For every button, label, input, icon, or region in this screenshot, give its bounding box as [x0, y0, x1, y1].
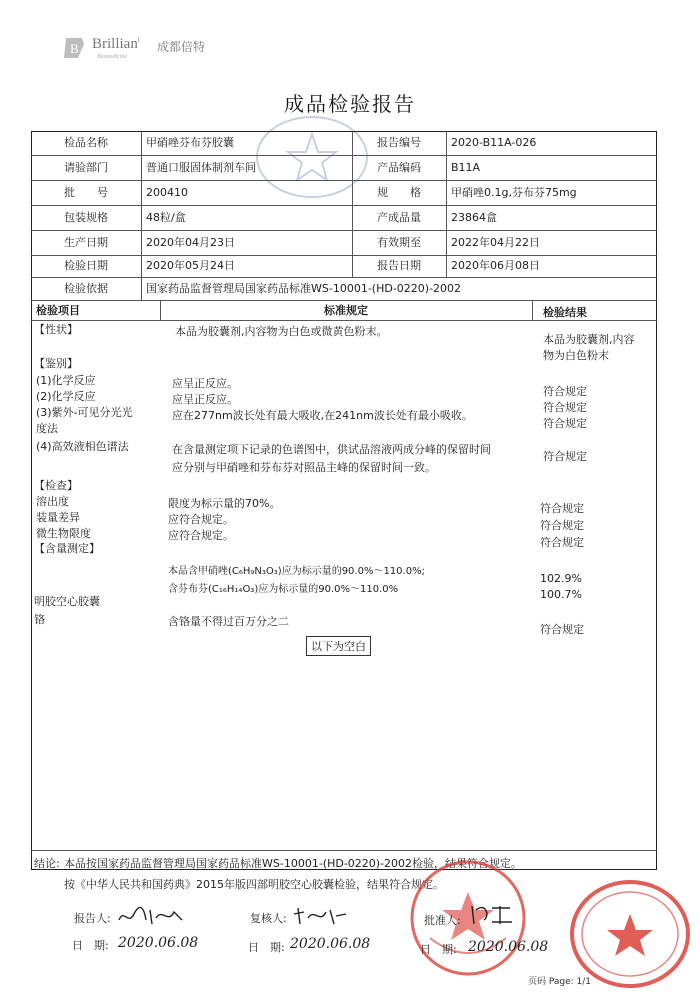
- assay-heading: 【含量测定】: [34, 542, 100, 555]
- blank-below-note: 以下为空白: [306, 636, 371, 656]
- ident-3-standard: 应在277nm波长处有最大吸收,在241nm波长处有最小吸收。: [172, 409, 473, 422]
- report-no-label: 报告编号: [377, 136, 421, 149]
- dept-value: 普通口服固体制剂车间: [146, 161, 256, 174]
- reporter-date: 2020.06.08: [118, 935, 199, 951]
- output-label: 产成品量: [377, 211, 421, 224]
- char-result-line2: 物为白色粉末: [543, 349, 609, 362]
- microbe-standard: 应符合规定。: [168, 529, 234, 542]
- ident-4-standard-line1: 在含量测定项下记录的色谱图中，供试品溶液两成分峰的保留时间: [172, 443, 491, 456]
- report-date-label: 报告日期: [377, 259, 421, 272]
- prod-date-label: 生产日期: [64, 236, 108, 249]
- reporter-date-label: 日 期:: [72, 939, 109, 952]
- basis-value: 国家药品监督管理局国家药品标准WS-10001-(HD-0220)-2002: [146, 282, 462, 295]
- check-2-result: 符合规定: [540, 519, 584, 532]
- col-result-header: 检验结果: [543, 306, 587, 319]
- reviewer-date-label: 日 期:: [248, 941, 285, 954]
- dept-label: 请验部门: [64, 161, 108, 174]
- assay-standard-line2: 含芬布芬(C₁₆H₁₄O₃)应为标示量的90.0%～110.0%: [168, 584, 399, 595]
- reviewer-date: 2020.06.08: [290, 936, 371, 952]
- brand-name-cn: 成都倍特: [157, 40, 206, 54]
- expiry-label: 有效期至: [377, 236, 421, 249]
- approver-label: 批准人:: [424, 914, 461, 927]
- report-date-value: 2020年06月08日: [451, 259, 540, 272]
- spec-value: 甲硝唑0.1g,芬布芬75mg: [451, 186, 577, 199]
- check-heading: 【检查】: [34, 479, 78, 492]
- svg-text:B: B: [70, 41, 79, 56]
- ident-3-result: 符合规定: [543, 417, 587, 430]
- microbe-item: 微生物限度: [36, 527, 91, 540]
- batch-value: 200410: [146, 186, 188, 199]
- ident-3-item-line1: (3)紫外-可见分光光: [36, 406, 133, 419]
- code-value: B11A: [451, 161, 481, 174]
- ident-3-item-line2: 度法: [36, 422, 58, 435]
- batch-label: 批 号: [64, 186, 108, 199]
- loading-item: 装量差异: [36, 511, 80, 524]
- capsule-heading: 明胶空心胶囊: [34, 595, 100, 608]
- chromium-standard: 含铬量不得过百万分之二: [168, 615, 289, 628]
- check-1-result: 符合规定: [540, 502, 584, 515]
- pack-value: 48粒/盒: [146, 211, 186, 224]
- brand-subtitle: Biomedicine: [97, 54, 127, 60]
- test-date-label: 检验日期: [64, 259, 108, 272]
- char-result-line1: 本品为胶囊剂,内容: [543, 333, 635, 346]
- loading-standard: 应符合规定。: [168, 513, 234, 526]
- assay-result-1: 102.9%: [540, 572, 582, 585]
- assay-result-2: 100.7%: [540, 588, 582, 601]
- ident-1-item: (1)化学反应: [36, 374, 96, 387]
- ident-2-item: (2)化学反应: [36, 390, 96, 403]
- test-date-value: 2020年05月24日: [146, 259, 235, 272]
- conclusion-line1: 本品按国家药品监督管理局国家药品标准WS-10001-(HD-0220)-2002检验，结果符合规定。: [64, 857, 523, 870]
- reporter-label: 报告人:: [74, 912, 111, 925]
- pack-label: 包装规格: [64, 211, 108, 224]
- assay-standard-line1: 本品含甲硝唑(C₆H₉N₃O₃)应为标示量的90.0%～110.0%;: [168, 566, 425, 577]
- basis-label: 检验依据: [64, 282, 108, 295]
- chromium-result: 符合规定: [540, 623, 584, 636]
- ident-4-item: (4)高效液相色谱法: [36, 440, 129, 453]
- ident-heading: 【鉴别】: [34, 357, 78, 370]
- ident-4-standard-line2: 应分别与甲硝唑和芬布芬对照品主峰的保留时间一致。: [172, 461, 436, 474]
- approver-date-label: 日 期:: [420, 943, 457, 956]
- report-no-value: 2020-B11A-026: [451, 136, 537, 149]
- ident-1-result: 符合规定: [543, 385, 587, 398]
- dissolution-item: 溶出度: [36, 495, 69, 508]
- col-standard-header: 标准规定: [324, 304, 368, 317]
- ident-2-result: 符合规定: [543, 401, 587, 414]
- output-value: 23864盒: [451, 211, 497, 224]
- spec-label: 规 格: [377, 186, 421, 199]
- ident-1-standard: 应呈正反应。: [172, 377, 238, 390]
- prod-date-value: 2020年04月23日: [146, 236, 235, 249]
- conclusion-label: 结论:: [34, 857, 60, 870]
- reporter-signature: [116, 904, 186, 928]
- brand-name: Brillian$^t$: [92, 36, 140, 52]
- char-standard: 本品为胶囊剂,内容物为白色或微黄色粉末。: [175, 325, 388, 338]
- dissolution-standard: 限度为标示量的70%。: [168, 497, 281, 510]
- col-item-header: 检验项目: [36, 304, 80, 317]
- conclusion-line2: 按《中华人民共和国药典》2015年版四部明胶空心胶囊检验，结果符合规定。: [64, 878, 444, 891]
- reviewer-signature: [290, 904, 350, 928]
- product-name-value: 甲硝唑芬布芬胶囊: [146, 136, 234, 149]
- approver-date: 2020.06.08: [468, 939, 549, 955]
- ident-4-result: 符合规定: [543, 450, 587, 463]
- char-heading: 【性状】: [34, 323, 78, 336]
- chromium-item: 铬: [34, 613, 45, 626]
- check-3-result: 符合规定: [540, 536, 584, 549]
- reviewer-label: 复核人:: [250, 912, 287, 925]
- brand-logo-icon: [62, 36, 86, 60]
- code-label: 产品编码: [377, 161, 421, 174]
- report-title: 成品检验报告: [284, 92, 416, 116]
- approver-signature: [466, 900, 516, 928]
- expiry-value: 2022年04月22日: [451, 236, 540, 249]
- page-number: 页码 Page: 1/1: [528, 977, 592, 987]
- ident-2-standard: 应呈正反应。: [172, 393, 238, 406]
- product-name-label: 检品名称: [64, 136, 108, 149]
